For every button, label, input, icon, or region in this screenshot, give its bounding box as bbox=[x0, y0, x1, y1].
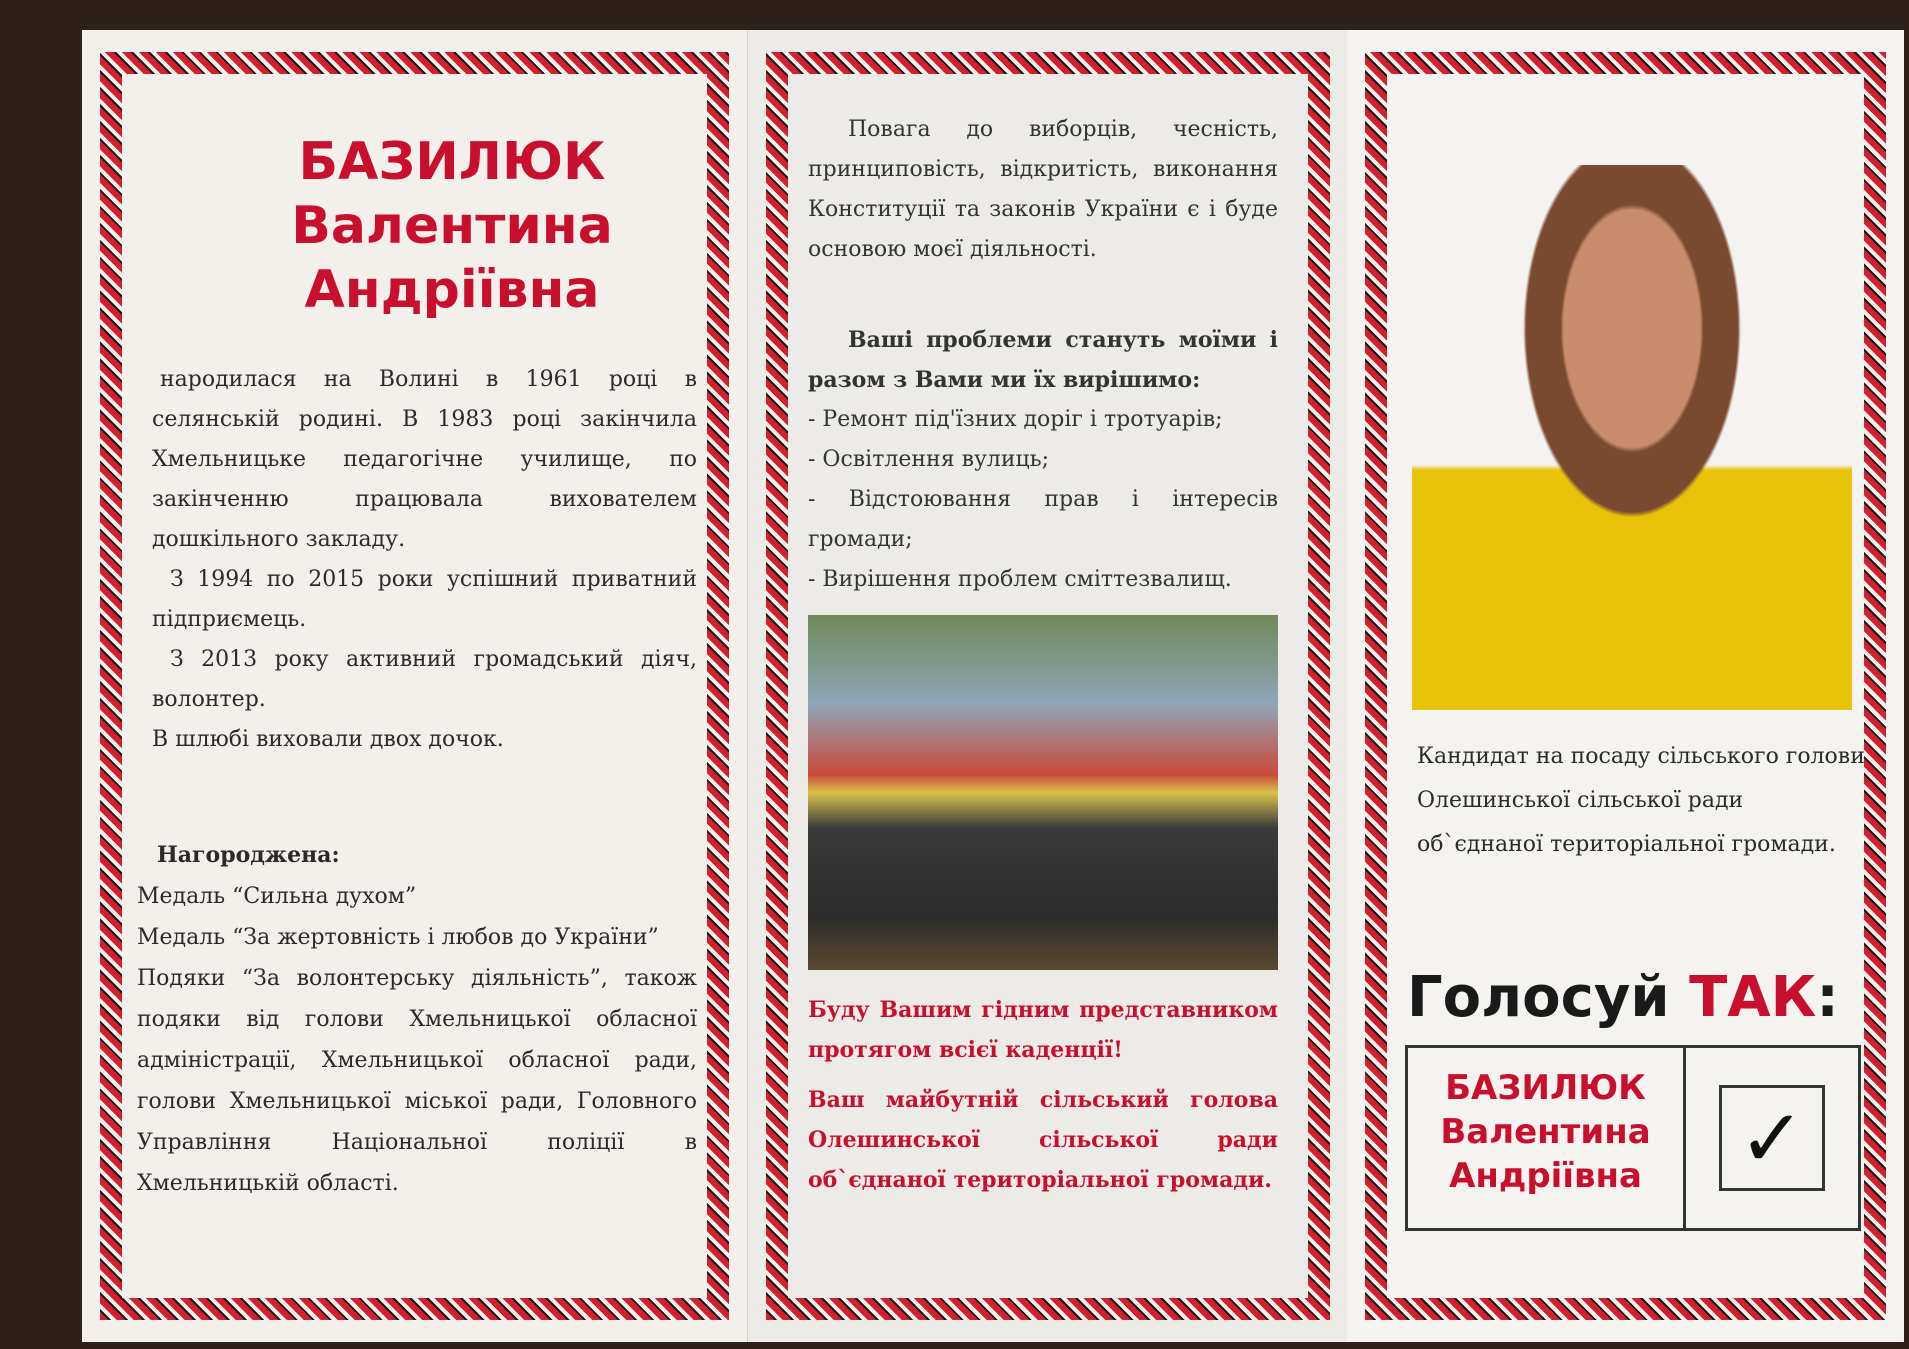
problem-item: - Відстоювання прав і інтересів громади; bbox=[808, 487, 1278, 552]
award-item: Медаль “За жертовність і любов до України” bbox=[137, 925, 659, 950]
ballot-first-name: Валентина bbox=[1440, 1112, 1651, 1152]
awards bbox=[137, 835, 697, 1204]
sample-ballot bbox=[1405, 1045, 1861, 1231]
right-panel bbox=[1347, 30, 1904, 1342]
left-panel bbox=[82, 30, 747, 1342]
promise-text: Буду Вашим гідним представником протягом всієї каденції! bbox=[808, 997, 1278, 1063]
problems-section bbox=[808, 320, 1278, 600]
group-photo bbox=[808, 615, 1278, 970]
patronymic: Андріївна bbox=[304, 260, 600, 320]
bio-paragraph: народилася на Волині в 1961 році в селянській родині. В 1983 році закінчила Хмельницьке педагогічне училище, по закінченню працювала вихователем дошкільного закладу. bbox=[152, 367, 697, 552]
principles-text: Повага до виборців, чесність, принциповість, відкритість, виконання Конституції та законів України є і буде основою моєї діяльності. bbox=[808, 117, 1278, 262]
problem-item: - Освітлення вулиць; bbox=[808, 447, 1050, 472]
middle-panel bbox=[747, 30, 1349, 1342]
candidate-portrait bbox=[1412, 165, 1852, 710]
first-name: Валентина bbox=[291, 196, 613, 256]
awards-heading: Нагороджена: bbox=[157, 842, 340, 868]
vote-colon: : bbox=[1816, 965, 1839, 1030]
bio-paragraph: З 1994 по 2015 роки успішний приватний підприємець. bbox=[152, 567, 697, 632]
problem-item: - Ремонт під'їзних доріг і тротуарів; bbox=[808, 407, 1223, 432]
candidate-description: Кандидат на посаду сільського голови Олешинської сільської ради об`єднаної територіальної громади. bbox=[1417, 744, 1865, 857]
problems-heading: Ваші проблеми стануть моїми і разом з Вами ми їх вирішимо: bbox=[808, 327, 1278, 393]
award-item: Подяки “За волонтерську діяльність”, також подяки від голови Хмельницької обласної адміністрації, Хмельницької обласної ради, голови Хмельницької міської ради, Головного Управління Національної поліції в Хмельницькій області. bbox=[137, 966, 697, 1196]
vote-prefix: Голосуй bbox=[1407, 965, 1670, 1030]
bio-paragraph: В шлюбі виховали двох дочок. bbox=[152, 727, 504, 752]
surname: БАЗИЛЮК bbox=[298, 132, 606, 192]
biography bbox=[152, 360, 697, 760]
future-head-text: Ваш майбутній сільський голова Олешинської сільської ради об`єднаної територіальної громади. bbox=[808, 1087, 1278, 1193]
bio-paragraph: З 2013 року активний громадський діяч, волонтер. bbox=[152, 647, 697, 712]
ballot-check-cell bbox=[1686, 1048, 1858, 1228]
vote-yes: ТАК bbox=[1689, 965, 1817, 1030]
problem-item: - Вирішення проблем сміттезвалищ. bbox=[808, 567, 1232, 592]
ballot-patronymic: Андріївна bbox=[1449, 1156, 1642, 1196]
award-item: Медаль “Сильна духом” bbox=[137, 884, 417, 909]
leaflet bbox=[82, 30, 1904, 1342]
vote-slogan bbox=[1407, 965, 1839, 1030]
ballot-surname: БАЗИЛЮК bbox=[1445, 1068, 1646, 1108]
candidate-name-title bbox=[232, 130, 672, 322]
checkbox bbox=[1719, 1085, 1825, 1191]
checkmark-icon: ✓ bbox=[1738, 1091, 1806, 1185]
ballot-name bbox=[1408, 1048, 1686, 1228]
